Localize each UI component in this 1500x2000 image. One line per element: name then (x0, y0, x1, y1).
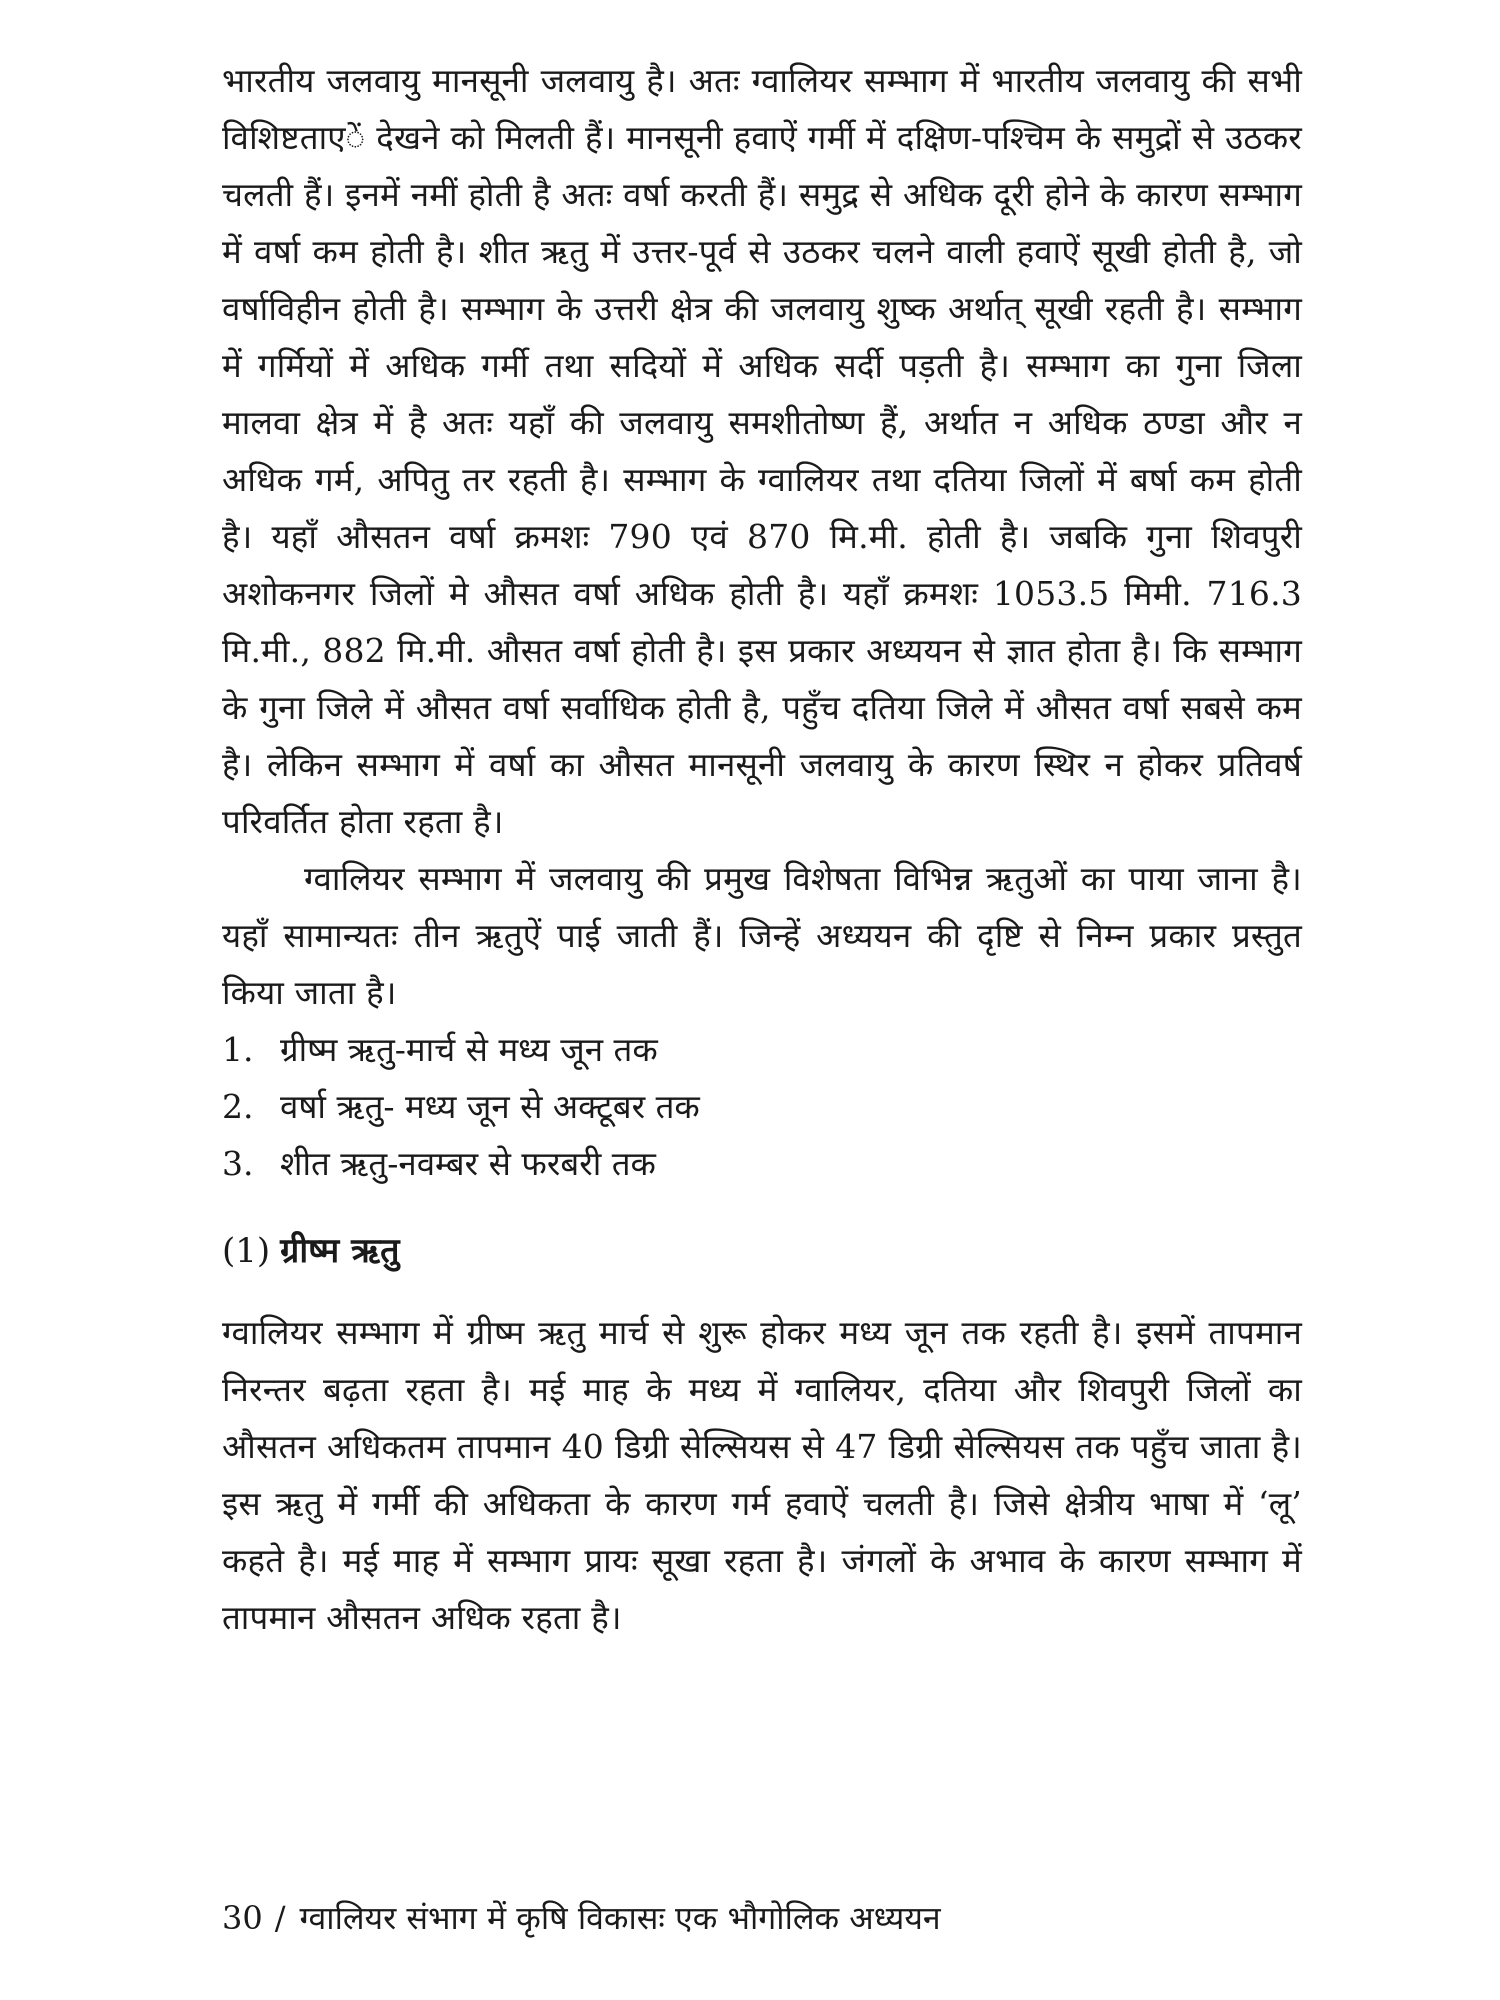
page-footer (222, 1896, 1302, 1940)
paragraph-seasons-intro: ग्वालियर सम्भाग में जलवायु की प्रमुख विशेषता विभिन्न ऋतुओं का पाया जाना है। यहाँ सामान्यतः तीन ऋतुऐं पाई जाती हैं। जिन्हें अध्ययन की दृष्टि से निम्न प्रकार प्रस्तुत किया जाता है। (222, 859, 1302, 1012)
list-item-text: वर्षा ऋतु- मध्य जून से अक्टूबर तक (280, 1087, 700, 1126)
list-item (222, 1135, 1302, 1192)
page-number: 30 (222, 1899, 263, 1937)
seasons-list (222, 1021, 1302, 1192)
footer-separator: / (274, 1899, 286, 1937)
section-title: ग्रीष्म ऋतु (280, 1231, 400, 1271)
paragraph-climate-overview: भारतीय जलवायु मानसूनी जलवायु है। अतः ग्वालियर सम्भाग में भारतीय जलवायु की सभी विशिष्टताएें देखने को मिलती हैं। मानसूनी हवाऐं गर्मी में दक्षिण-पश्चिम के समुद्रों से उठकर चलती हैं। इनमें नमीं होती है अतः वर्षा करती हैं। समुद्र से अधिक दूरी होने के कारण सम्भाग में वर्षा कम होती है। शीत ऋतु में उत्तर-पूर्व से उठकर चलने वाली हवाऐं सूखी होती है, जो वर्षाविहीन होती है। सम्भाग के उत्तरी क्षेत्र की जलवायु शुष्क अर्थात् सूखी रहती है। सम्भाग में गर्मियों में अधिक गर्मी तथा सदियों में अधिक सर्दी पड़ती है। सम्भाग का गुना जिला मालवा क्षेत्र में है अतः यहाँ की जलवायु समशीतोष्ण हैं, अर्थात न अधिक ठण्डा और न अधिक गर्म, अपितु तर रहती है। सम्भाग के ग्वालियर तथा दतिया जिलों में बर्षा कम होती है। यहाँ औसतन वर्षा क्रमशः 790 एवं 870 मि.मी. होती है। जबकि गुना शिवपुरी अशोकनगर जिलों मे औसत वर्षा अधिक होती है। यहाँ क्रमशः 1053.5 मिमी. 716.3 मि.मी., 882 मि.मी. औसत वर्षा होती है। इस प्रकार अध्ययन से ज्ञात होता है। कि सम्भाग के गुना जिले में औसत वर्षा सर्वाधिक होती है, पहुँच दतिया जिले में औसत वर्षा सबसे कम है। लेकिन सम्भाग में वर्षा का औसत मानसूनी जलवायु के कारण स्थिर न होकर प्रतिवर्ष परिवर्तित होता रहता है। (222, 61, 1302, 841)
book-title: ग्वालियर संभाग में कृषि विकासः एक भौगोलिक अध्ययन (299, 1899, 941, 1937)
page-body (222, 52, 1302, 1646)
section-heading (222, 1226, 1302, 1276)
list-item (222, 1078, 1302, 1135)
list-item-number: 2. (222, 1087, 254, 1126)
section-number: (1) (222, 1231, 271, 1271)
list-item-text: शीत ऋतु-नवम्बर से फरबरी तक (280, 1144, 656, 1183)
list-item-number: 3. (222, 1144, 254, 1183)
list-item-text: ग्रीष्म ऋतु-मार्च से मध्य जून तक (280, 1030, 658, 1069)
paragraph-summer-season: ग्वालियर सम्भाग में ग्रीष्म ऋतु मार्च से शुरू होकर मध्य जून तक रहती है। इसमें तापमान निरन्तर बढ़ता रहता है। मई माह के मध्य में ग्वालियर, दतिया और शिवपुरी जिलों का औसतन अधिकतम तापमान 40 डिग्री सेल्सियस से 47 डिग्री सेल्सियस तक पहुँच जाता है। इस ऋतु में गर्मी की अधिकता के कारण गर्म हवाऐं चलती है। जिसे क्षेत्रीय भाषा में ‘लू’ कहते है। मई माह में सम्भाग प्रायः सूखा रहता है। जंगलों के अभाव के कारण सम्भाग में तापमान औसतन अधिक रहता है। (222, 1313, 1302, 1637)
list-item-number: 1. (222, 1030, 254, 1069)
list-item (222, 1021, 1302, 1078)
